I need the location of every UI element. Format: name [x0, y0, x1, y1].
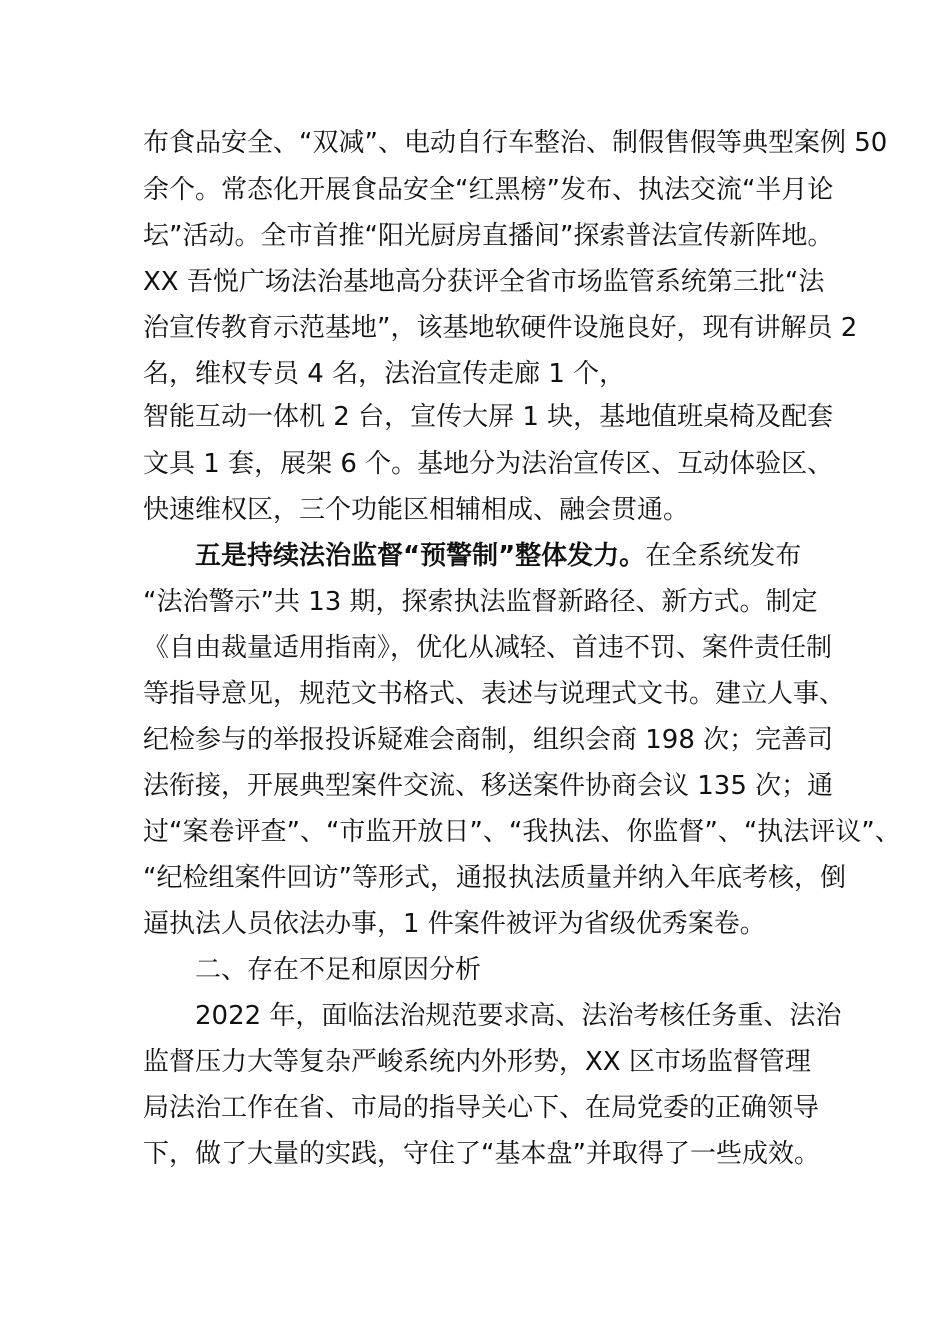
- paragraph-line: 名，维权专员 4 名，法治宣传走廊 1 个，: [143, 359, 626, 389]
- paragraph-text: 在全系统发布: [645, 541, 802, 571]
- paragraph-line: 过“案卷评查”、“市监开放日”、“我执法、你监督”、“执法评议”、: [143, 817, 901, 847]
- paragraph-line: 快速维权区，三个功能区相辅相成、融会贯通。: [143, 495, 690, 525]
- paragraph-line: 文具 1 套，展架 6 个。基地分为法治宣传区、互动体验区、: [143, 449, 834, 479]
- paragraph-line: 监督压力大等复杂严峻系统内外形势，XX 区市场监督管理: [143, 1047, 811, 1077]
- paragraph-line: 余个。常态化开展食品安全“红黑榜”发布、执法交流“半月论: [143, 175, 834, 205]
- paragraph-line: 《自由裁量适用指南》，优化从减轻、首违不罚、案件责任制: [143, 633, 833, 663]
- paragraph-line: “纪检组案件回访”等形式，通报执法质量并纳入年底考核，倒: [143, 863, 846, 893]
- paragraph-first-line: 2022 年，面临法治规范要求高、法治考核任务重、法治: [195, 1001, 842, 1031]
- section-heading: 二、存在不足和原因分析: [195, 955, 482, 985]
- paragraph-line: 逼执法人员依法办事，1 件案件被评为省级优秀案卷。: [143, 909, 766, 939]
- paragraph-line: 布食品安全、“双减”、电动自行车整治、制假售假等典型案例 50: [143, 128, 888, 158]
- paragraph-line: “法治警示”共 13 期，探索执法监督新路径、新方式。制定: [143, 587, 818, 617]
- paragraph-line: XX 吾悦广场法治基地高分获评全省市场监管系统第三批“法: [143, 267, 825, 297]
- paragraph-heading: 五是持续法治监督“预警制”整体发力。: [195, 541, 646, 571]
- paragraph-line: 等指导意见，规范文书格式、表述与说理式文书。建立人事、: [143, 679, 846, 709]
- paragraph-line: 坛”活动。全市首推“阳光厨房直播间”探索普法宣传新阵地。: [143, 221, 834, 251]
- paragraph-line: 下，做了大量的实践，守住了“基本盘”并取得了一些成效。: [143, 1139, 820, 1169]
- paragraph-line: 局法治工作在省、市局的指导关心下、在局党委的正确领导: [143, 1093, 820, 1123]
- paragraph-line: 纪检参与的举报投诉疑难会商制，组织会商 198 次；完善司: [143, 725, 834, 755]
- paragraph-line: 法衔接，开展典型案件交流、移送案件协商会议 135 次；通: [143, 771, 834, 801]
- paragraph-first-line: [195, 536, 823, 576]
- paragraph-line: 智能互动一体机 2 台，宣传大屏 1 块，基地值班桌椅及配套: [143, 402, 834, 432]
- paragraph-line: 治宣传教育示范基地”，该基地软硬件设施良好，现有讲解员 2: [143, 313, 858, 343]
